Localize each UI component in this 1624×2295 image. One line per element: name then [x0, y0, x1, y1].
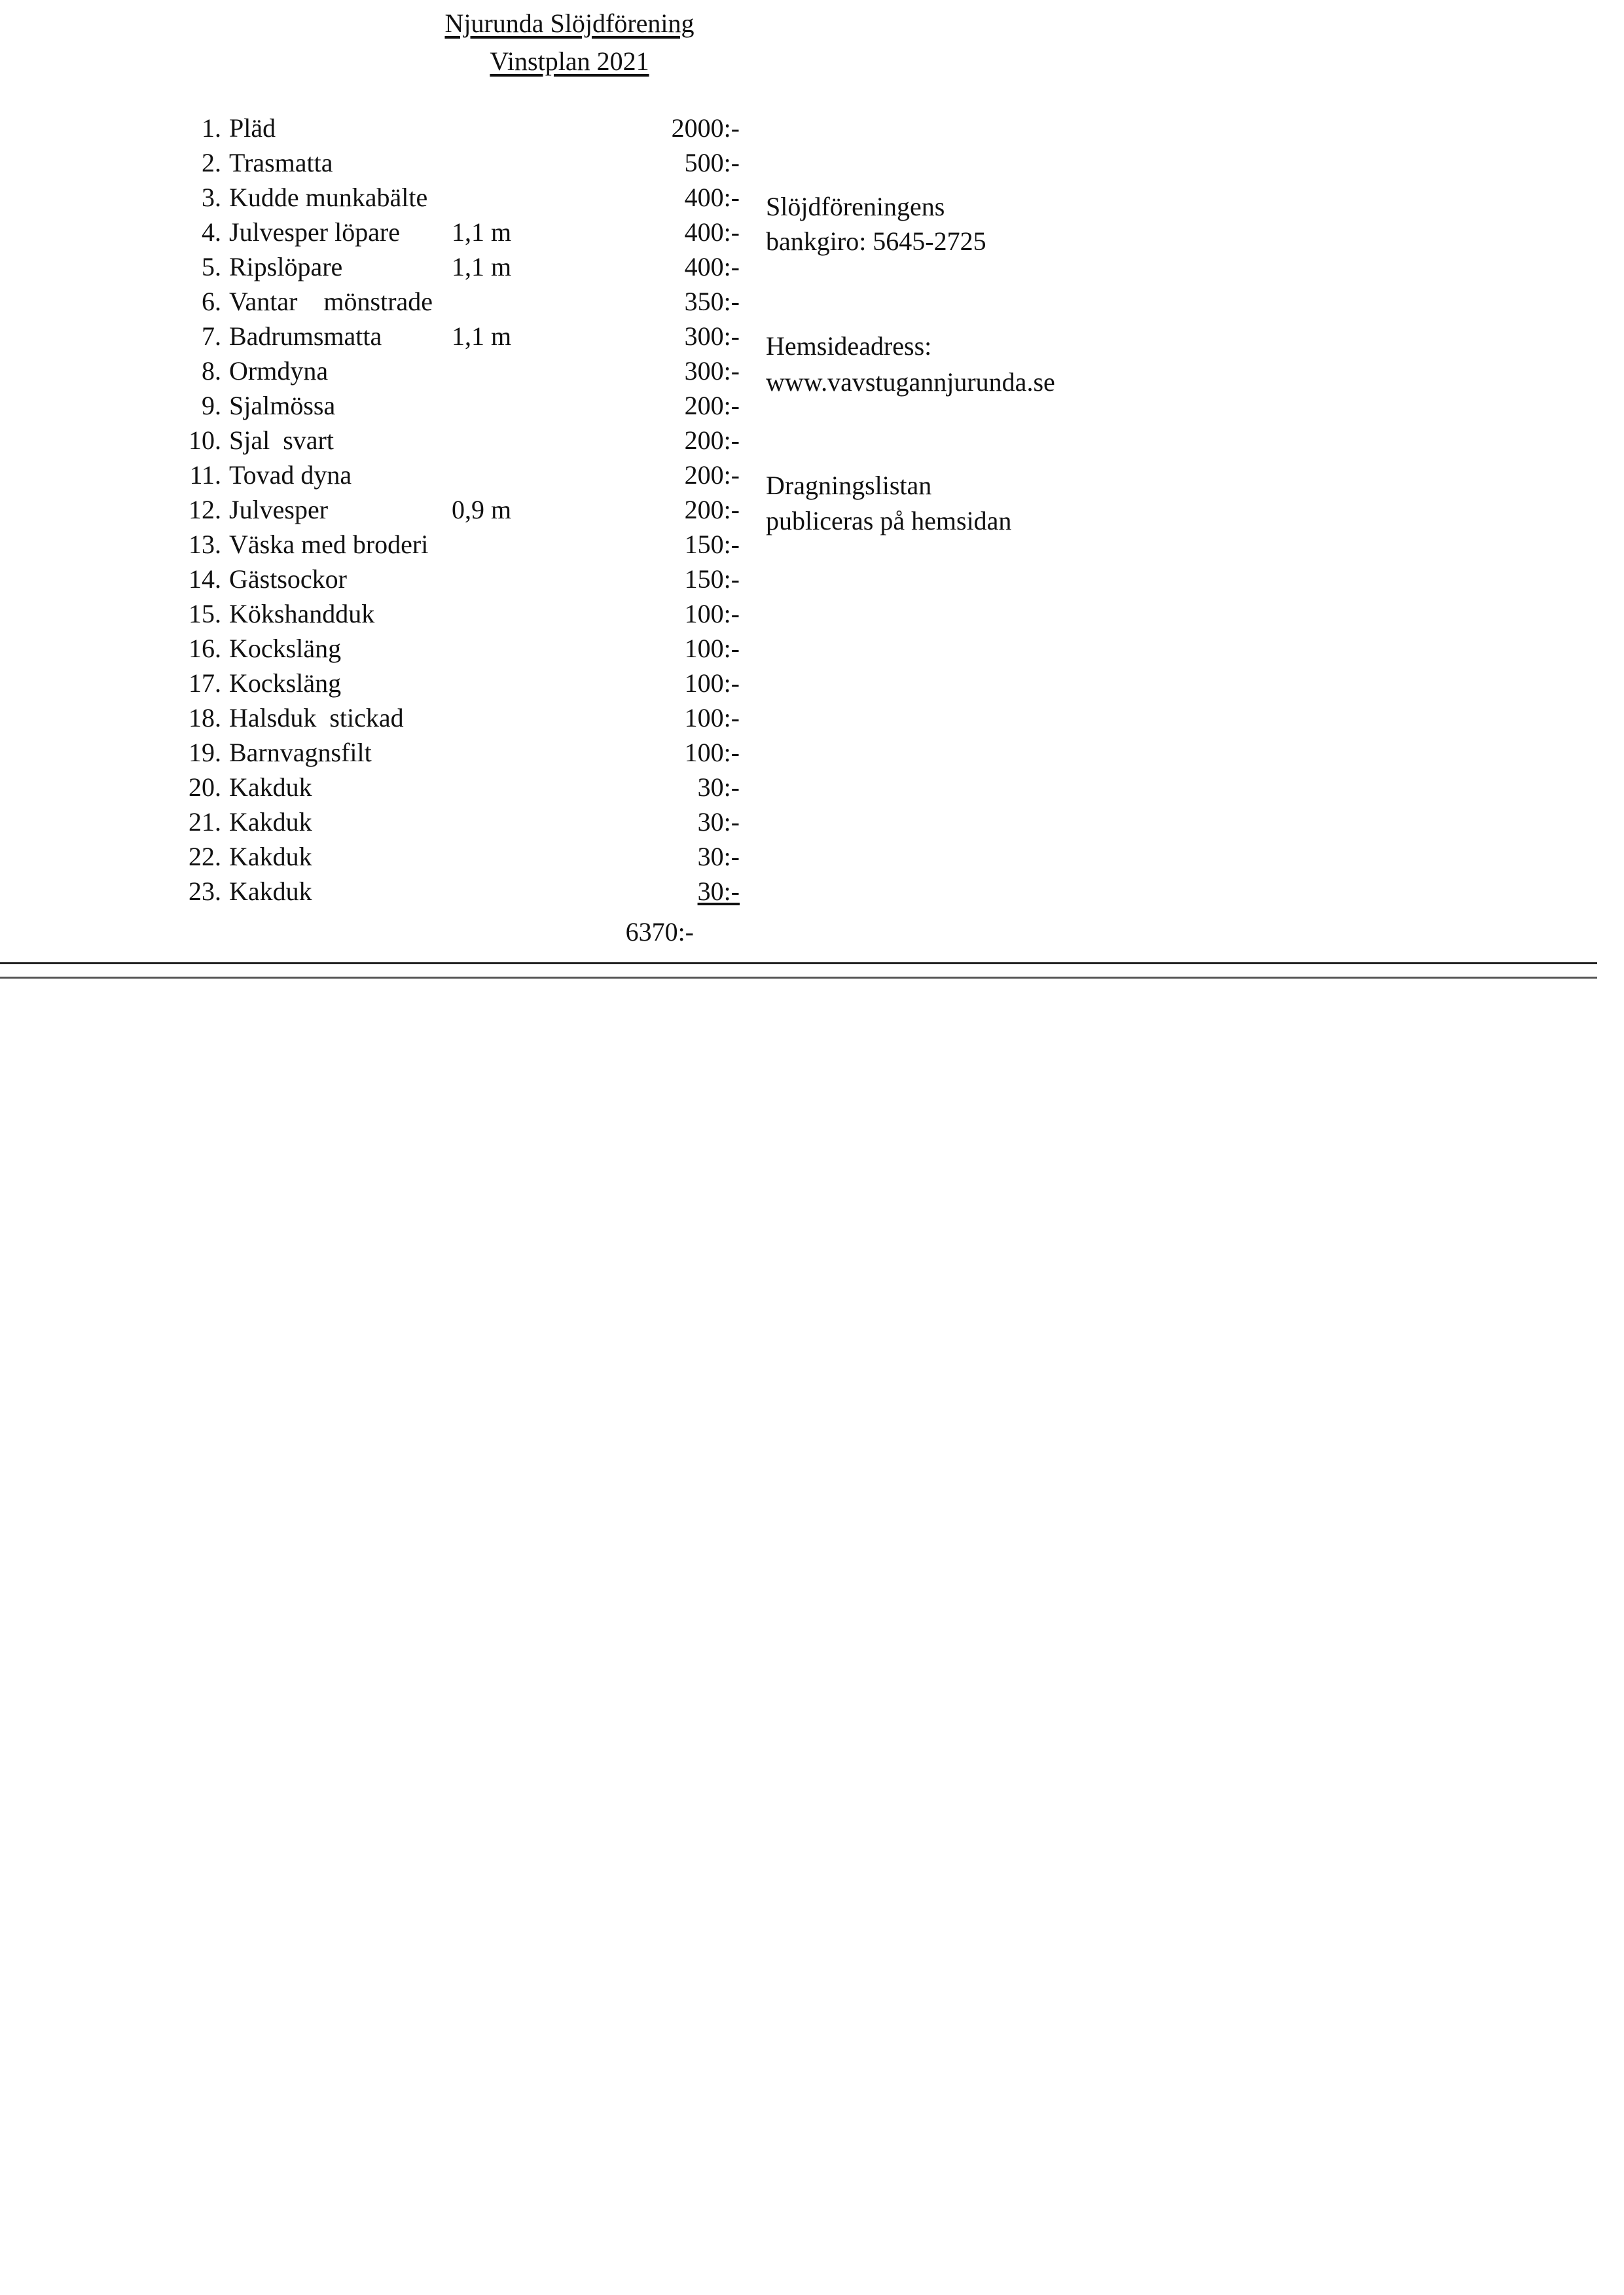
prize-number: 17. [189, 668, 221, 698]
prize-row-12 [0, 494, 785, 528]
prize-number: 7. [202, 321, 221, 351]
prize-value: 100:- [684, 599, 740, 628]
prize-number: 18. [189, 703, 221, 732]
prize-number: 15. [189, 599, 221, 628]
prize-value: 2000:- [671, 113, 740, 143]
prize-row-22 [0, 841, 785, 875]
prize-name: Kakduk [229, 807, 312, 837]
prize-number: 13. [189, 530, 221, 559]
prize-row-23 [0, 876, 785, 910]
prize-number: 20. [189, 772, 221, 802]
prize-number: 16. [189, 634, 221, 663]
prize-number: 21. [189, 807, 221, 837]
prize-row-1 [0, 113, 785, 147]
draw-list-line-2: publiceras på hemsidan [766, 506, 1012, 535]
prize-row-16 [0, 633, 785, 667]
prize-row-11 [0, 460, 785, 494]
prize-name: Kocksläng [229, 634, 342, 663]
prize-row-17 [0, 668, 785, 702]
prize-value: 400:- [684, 183, 740, 212]
bank-value: bankgiro: 5645-2725 [766, 226, 986, 256]
prize-name: Kakduk [229, 876, 312, 906]
prize-row-7 [0, 321, 785, 355]
prize-value: 100:- [684, 738, 740, 767]
prize-value: 30:- [697, 842, 740, 871]
total-value: 6370:- [625, 917, 694, 947]
prize-name: Sjal svart [229, 425, 334, 455]
prize-name: Halsduk stickad [229, 703, 404, 732]
prize-value: 30:- [697, 807, 740, 837]
prize-number: 11. [189, 460, 221, 490]
prize-name: Kocksläng [229, 668, 342, 698]
separator-line-lower [0, 977, 1597, 979]
website-value: www.vavstugannjurunda.se [766, 367, 1055, 397]
document-title: Njurunda Slöjdförening [444, 9, 695, 38]
prize-row-15 [0, 598, 785, 632]
prize-number: 1. [202, 113, 221, 143]
prize-number: 10. [189, 425, 221, 455]
prize-number: 2. [202, 148, 221, 177]
prize-number: 3. [202, 183, 221, 212]
prize-name: Pläd [229, 113, 276, 143]
bank-label: Slöjdföreningens [766, 192, 945, 221]
prize-name: Julvesper löpare [229, 217, 401, 247]
prize-value: 350:- [684, 287, 740, 316]
prize-value: 100:- [684, 634, 740, 663]
prize-name: Kakduk [229, 842, 312, 871]
prize-name: Kökshandduk [229, 599, 375, 628]
prize-name: Tovad dyna [229, 460, 352, 490]
prize-size: 1,1 m [452, 252, 512, 281]
prize-size: 1,1 m [452, 321, 512, 351]
prize-size: 0,9 m [452, 495, 512, 524]
prize-name: Ormdyna [229, 356, 329, 386]
prize-name: Kakduk [229, 772, 312, 802]
prize-value: 400:- [684, 252, 740, 281]
prize-row-5 [0, 251, 785, 285]
prize-number: 6. [202, 287, 221, 316]
prize-value: 200:- [684, 495, 740, 524]
prize-row-21 [0, 806, 785, 840]
prize-row-10 [0, 425, 785, 459]
draw-list-line-1: Dragningslistan [766, 471, 932, 500]
prize-name: Trasmatta [229, 148, 333, 177]
prize-name: Vantar mönstrade [229, 287, 433, 316]
prize-name: Ripslöpare [229, 252, 343, 281]
prize-row-20 [0, 772, 785, 806]
prize-row-13 [0, 529, 785, 563]
prize-value: 200:- [684, 425, 740, 455]
prize-number: 5. [202, 252, 221, 281]
prize-number: 9. [202, 391, 221, 420]
prize-row-2 [0, 147, 785, 181]
prize-row-8 [0, 355, 785, 389]
prize-value: 150:- [684, 530, 740, 559]
prize-value: 150:- [684, 564, 740, 594]
prize-value: 200:- [684, 460, 740, 490]
prize-row-18 [0, 702, 785, 736]
prize-value: 30:- [697, 876, 740, 906]
prize-name: Gästsockor [229, 564, 347, 594]
prize-number: 4. [202, 217, 221, 247]
prize-name: Väska med broderi [229, 530, 429, 559]
prize-value: 300:- [684, 321, 740, 351]
prize-value: 100:- [684, 668, 740, 698]
prize-value: 200:- [684, 391, 740, 420]
prize-number: 8. [202, 356, 221, 386]
prize-row-6 [0, 286, 785, 320]
prize-value: 300:- [684, 356, 740, 386]
separator-line [0, 962, 1597, 964]
prize-number: 19. [189, 738, 221, 767]
prize-name: Kudde munkabälte [229, 183, 428, 212]
prize-row-14 [0, 564, 785, 598]
prize-number: 22. [189, 842, 221, 871]
prize-number: 14. [189, 564, 221, 594]
prize-value: 30:- [697, 772, 740, 802]
prize-row-9 [0, 390, 785, 424]
prize-row-4 [0, 217, 785, 251]
prize-name: Julvesper [229, 495, 329, 524]
prize-number: 12. [189, 495, 221, 524]
document-subtitle: Vinstplan 2021 [490, 46, 649, 76]
prize-value: 400:- [684, 217, 740, 247]
prize-size: 1,1 m [452, 217, 512, 247]
prize-name: Sjalmössa [229, 391, 336, 420]
prize-name: Badrumsmatta [229, 321, 382, 351]
prize-value: 100:- [684, 703, 740, 732]
website-label: Hemsideadress: [766, 331, 932, 361]
prize-number: 23. [189, 876, 221, 906]
prize-value: 500:- [684, 148, 740, 177]
prize-row-3 [0, 182, 785, 216]
prize-name: Barnvagnsfilt [229, 738, 372, 767]
prize-row-19 [0, 737, 785, 771]
